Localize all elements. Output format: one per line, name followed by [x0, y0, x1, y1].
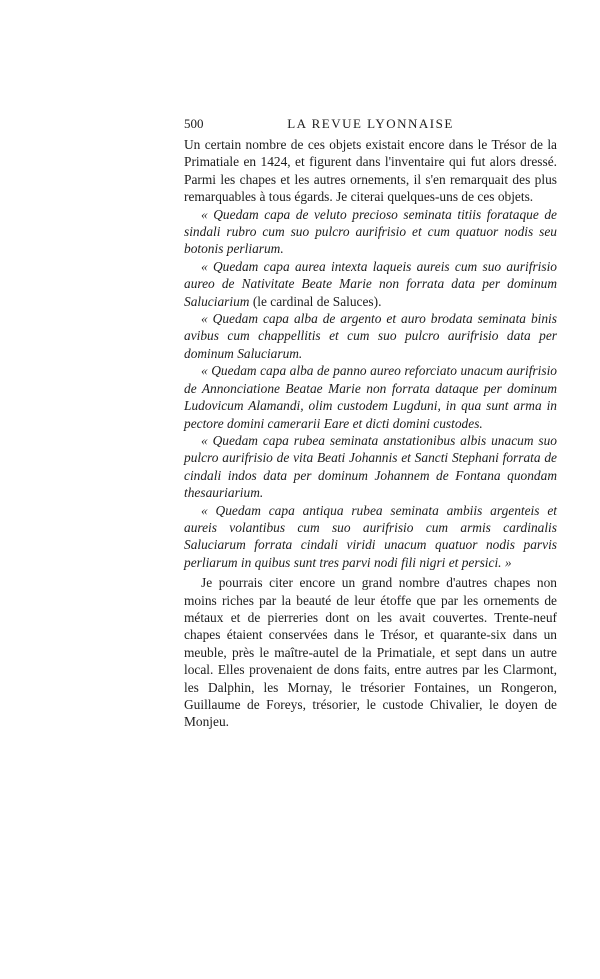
- quote-paragraph: « Quedam capa de veluto precioso seminata titiis forataque de sindali rubro cum suo pulcro aurifrisio et cum quatuor nodis seu botonis perliarum.: [184, 206, 557, 257]
- page-number: 500: [184, 116, 204, 131]
- quote-text: « Quedam capa aurea intexta laqueis aureis cum suo aurifrisio aureo de Nativitate Beate Marie non forrata data per dominum Saluciarium: [184, 258, 557, 309]
- quote-paragraph: « Quedam capa antiqua rubea seminata ambiis argenteis et aureis volantibus cum suo aurifrisio cum armis cardinalis Saluciarum forrata cindali viridi unacum quatuor nodis parvis perliarum in quibus sunt tres parvi nodi fili nigri et persici. »: [184, 502, 557, 570]
- quote-paragraph: « Quedam capa alba de panno aureo reforciato unacum aurifrisio de Annonciatione Beatae Marie non forrata dataque per dominum Ludovicum Alamandi, olim custodem Lugduni, in qua sunt arma in pectore domini camerarii Eare et dicti domini custodes.: [184, 363, 557, 431]
- quote-paragraph: « Quedam capa rubea seminata anstationibus albis unacum suo pulcro aurifrisio de vita Beati Johannis et Sancti Stephani forrata de cindali indos data per dominum Johannem de Fontana quondam thesauriarium.: [184, 432, 557, 501]
- quote-note: (le cardinal de Saluces).: [249, 293, 382, 309]
- running-title: LA REVUE LYONNAISE: [287, 116, 454, 131]
- quote-paragraph: « Quedam capa alba de argento et auro brodata seminata binis avibus cum chappellitis et cum suo pulcro aurifrisio data per dominum Saluciarum.: [184, 311, 557, 361]
- book-page: [184, 116, 557, 731]
- body-text: [184, 136, 557, 731]
- closing-paragraph: Je pourrais citer encore un grand nombre d'autres chapes non moins riches par la beauté de leur étoffe que par les ornements de métaux et de pierreries dont on les avait couvertes. Trente-neuf chapes étaient conservées dans le Trésor, et quarante-six dans un meuble, près le maître-autel de la Primatiale, et sept dans un autre local. Elles provenaient de dons faits, entre autres par les Clarmont, les Dalphin, les Mornay, le trésorier Fontaines, un Rongeron, Guillaume de Foreys, trésorier, le custode Chivalier, le doyen de Monjeu.: [184, 575, 557, 730]
- running-head: [184, 116, 557, 136]
- intro-paragraph: Un certain nombre de ces objets existait encore dans le Trésor de la Primatiale en 1424, et figurent dans l'inventaire qui fut alors dressé. Parmi les chapes et les autres ornements, il s'en remarquait des plus remarquables à tous égards. Je citerai quelques-uns de ces objets.: [184, 137, 557, 205]
- quote-paragraph: [184, 258, 557, 310]
